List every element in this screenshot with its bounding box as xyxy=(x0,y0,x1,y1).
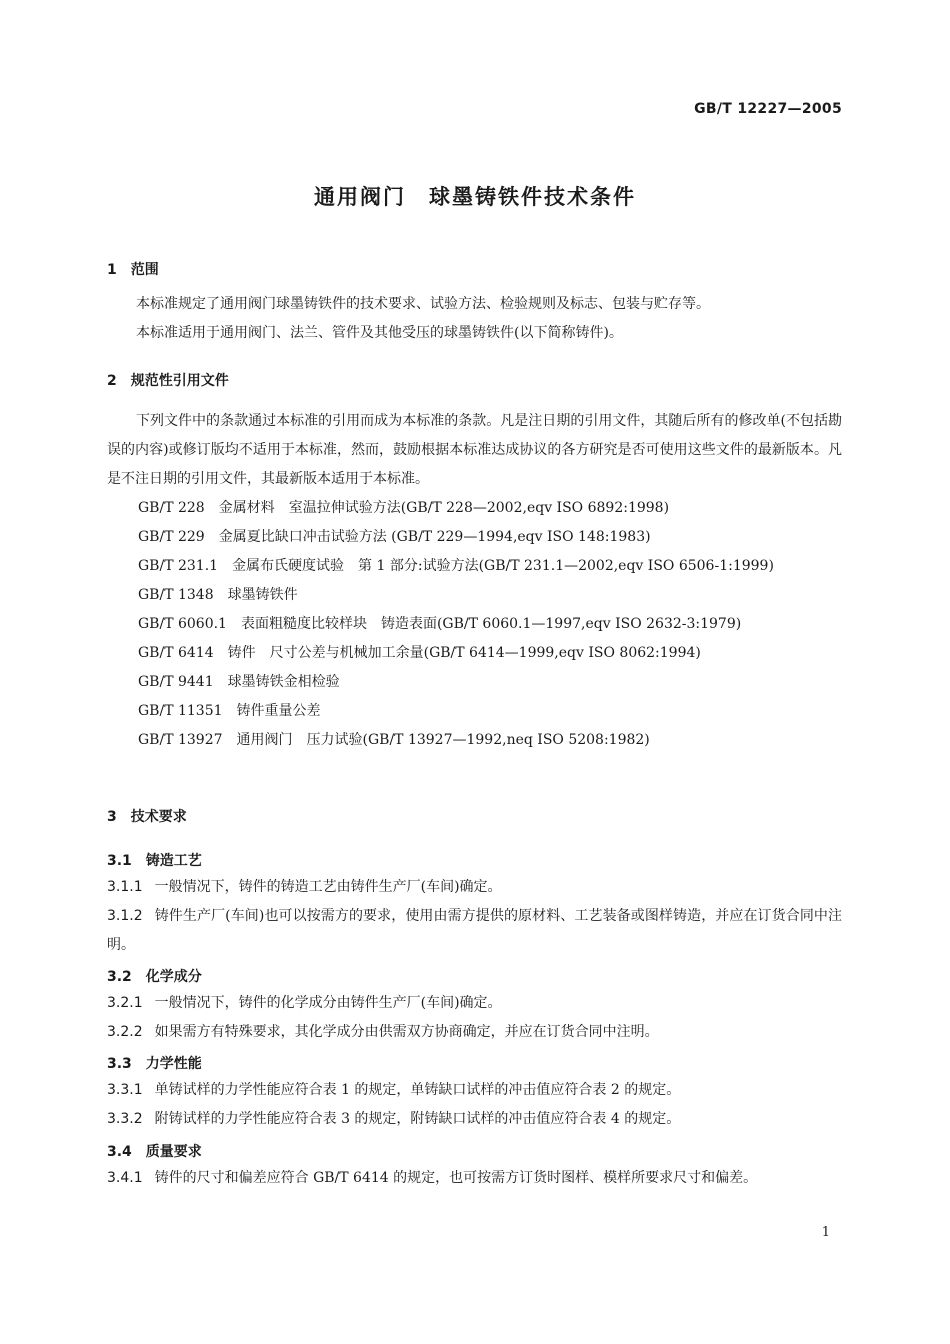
clause-text: 铸件生产厂(车间)也可以按需方的要求，使用由需方提供的原材料、工艺装备或图样铸造，并应在订货合同中注明。 xyxy=(107,908,842,953)
clause xyxy=(107,1018,842,1047)
reference-item xyxy=(107,610,842,639)
reference-code: GB/T 228 xyxy=(138,500,205,516)
section-2-intro xyxy=(107,407,842,494)
reference-title: 铸件重量公差 xyxy=(236,703,321,719)
clause-number: 3.1.2 xyxy=(107,908,143,924)
reference-code: GB/T 229 xyxy=(138,529,205,545)
reference-code: GB/T 13927 xyxy=(138,732,223,748)
subsection-heading: 3.2 化学成分 xyxy=(107,969,202,985)
subsection-3-4-heading-block xyxy=(107,1141,842,1161)
clause xyxy=(107,989,842,1018)
reference-title: 表面粗糙度比较样块 铸造表面(GB/T 6060.1—1997,eqv ISO 2632-3:1979) xyxy=(240,616,742,632)
subsection-3-3-body xyxy=(107,1076,842,1134)
reference-title: 金属材料 室温拉伸试验方法(GB/T 228—2002,eqv ISO 6892:1998) xyxy=(218,500,670,516)
subsection-3-1-body xyxy=(107,873,842,960)
clause-number: 3.4.1 xyxy=(107,1170,143,1186)
reference-title: 球墨铸铁件 xyxy=(227,587,298,603)
reference-title: 通用阀门 压力试验(GB/T 13927—1992,neq ISO 5208:1982) xyxy=(236,732,650,748)
clause-text: 如果需方有特殊要求，其化学成分由供需双方协商确定，并应在订货合同中注明。 xyxy=(154,1024,659,1040)
clause xyxy=(107,1076,842,1105)
section-1-heading-block xyxy=(107,259,842,279)
reference-item xyxy=(107,697,842,726)
page-number: 1 xyxy=(821,1225,830,1240)
paragraph: 本标准适用于通用阀门、法兰、管件及其他受压的球墨铸铁件(以下简称铸件)。 xyxy=(136,325,623,341)
reference-item xyxy=(107,639,842,668)
clause-number: 3.3.1 xyxy=(107,1082,143,1098)
subsection-3-3-heading-block xyxy=(107,1053,842,1073)
clause-number: 3.3.2 xyxy=(107,1111,143,1127)
clause-text: 单铸试样的力学性能应符合表 1 的规定，单铸缺口试样的冲击值应符合表 2 的规定。 xyxy=(154,1082,681,1098)
subsection-3-2-heading-block xyxy=(107,966,842,986)
reference-code: GB/T 6414 xyxy=(138,645,214,661)
reference-item xyxy=(107,581,842,610)
reference-title: 金属布氏硬度试验 第 1 部分:试验方法(GB/T 231.1—2002,eqv ISO 6506-1:1999) xyxy=(232,558,774,574)
subsection-3-2-body xyxy=(107,989,842,1047)
section-1-body xyxy=(107,290,842,348)
clause xyxy=(107,873,842,902)
clause-text: 一般情况下，铸件的化学成分由铸件生产厂(车间)确定。 xyxy=(154,995,502,1011)
clause-number: 3.2.1 xyxy=(107,995,143,1011)
reference-item xyxy=(107,668,842,697)
reference-item xyxy=(107,494,842,523)
paragraph: 下列文件中的条款通过本标准的引用而成为本标准的条款。凡是注日期的引用文件，其随后所有的修改单(不包括勘误的内容)或修订版均不适用于本标准，然而，鼓励根据本标准达成协议的各方研究是否可使用这些文件的最新版本。凡是不注日期的引用文件，其最新版本适用于本标准。 xyxy=(107,413,842,487)
reference-title: 球墨铸铁金相检验 xyxy=(227,674,340,690)
clause-number: 3.1.1 xyxy=(107,879,143,895)
standard-number: GB/T 12227—2005 xyxy=(694,101,842,117)
reference-code: GB/T 6060.1 xyxy=(138,616,227,632)
clause xyxy=(107,1164,842,1193)
clause xyxy=(107,902,842,960)
section-3-heading-block xyxy=(107,806,842,826)
subsection-3-4-body xyxy=(107,1164,842,1193)
reference-code: GB/T 1348 xyxy=(138,587,214,603)
normative-reference-list xyxy=(107,494,842,755)
section-heading: 2 规范性引用文件 xyxy=(107,373,229,389)
paragraph: 本标准规定了通用阀门球墨铸铁件的技术要求、试验方法、检验规则及标志、包装与贮存等。 xyxy=(136,296,710,312)
section-heading: 3 技术要求 xyxy=(107,809,187,825)
subsection-heading: 3.4 质量要求 xyxy=(107,1144,202,1160)
reference-code: GB/T 11351 xyxy=(138,703,223,719)
reference-title: 金属夏比缺口冲击试验方法 (GB/T 229—1994,eqv ISO 148:1983) xyxy=(218,529,651,545)
document-title: 通用阀门 球墨铸铁件技术条件 xyxy=(314,185,636,209)
clause xyxy=(107,1105,842,1134)
subsection-heading: 3.3 力学性能 xyxy=(107,1056,202,1072)
reference-item xyxy=(107,726,842,755)
clause-number: 3.2.2 xyxy=(107,1024,143,1040)
section-heading: 1 范围 xyxy=(107,262,159,278)
reference-item xyxy=(107,523,842,552)
reference-item xyxy=(107,552,842,581)
section-2-heading-block xyxy=(107,370,842,390)
clause-text: 铸件的尺寸和偏差应符合 GB/T 6414 的规定，也可按需方订货时图样、模样所要求尺寸和偏差。 xyxy=(154,1170,758,1186)
subsection-3-1-heading-block xyxy=(107,850,842,870)
subsection-heading: 3.1 铸造工艺 xyxy=(107,853,202,869)
clause-text: 一般情况下，铸件的铸造工艺由铸件生产厂(车间)确定。 xyxy=(154,879,502,895)
clause-text: 附铸试样的力学性能应符合表 3 的规定，附铸缺口试样的冲击值应符合表 4 的规定。 xyxy=(154,1111,681,1127)
reference-code: GB/T 231.1 xyxy=(138,558,219,574)
reference-title: 铸件 尺寸公差与机械加工余量(GB/T 6414—1999,eqv ISO 8062:1994) xyxy=(227,645,701,661)
reference-code: GB/T 9441 xyxy=(138,674,214,690)
